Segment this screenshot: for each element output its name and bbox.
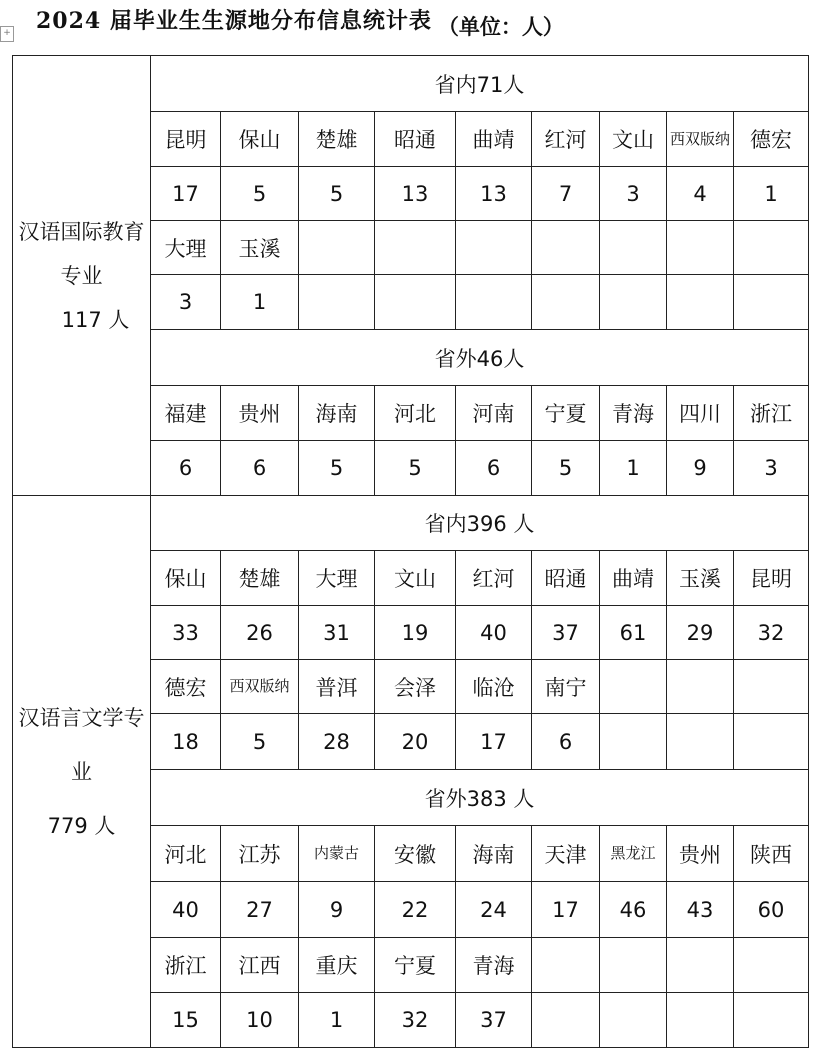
- empty-cell: [734, 993, 809, 1048]
- region-name: 江西: [221, 938, 299, 993]
- empty-cell: [734, 221, 809, 275]
- region-name: 保山: [221, 112, 299, 167]
- region-name: 曲靖: [600, 551, 667, 606]
- region-name: 普洱: [299, 660, 375, 714]
- region-count: 32: [734, 606, 809, 660]
- region-count: 6: [456, 441, 532, 496]
- region-name: 玉溪: [221, 221, 299, 275]
- empty-cell: [667, 221, 734, 275]
- unit-text: （单位：人）: [437, 14, 564, 39]
- region-count: 28: [299, 714, 375, 770]
- empty-cell: [667, 660, 734, 714]
- region-name: 大理: [299, 551, 375, 606]
- empty-cell: [667, 993, 734, 1048]
- region-count: 17: [151, 167, 221, 221]
- region-count: 13: [456, 167, 532, 221]
- region-count: 40: [456, 606, 532, 660]
- region-count: 7: [532, 167, 600, 221]
- region-name: 德宏: [734, 112, 809, 167]
- region-count: 10: [221, 993, 299, 1048]
- group-heading: 省外46人: [151, 330, 809, 386]
- empty-cell: [532, 275, 600, 330]
- empty-cell: [600, 660, 667, 714]
- region-name: 红河: [532, 112, 600, 167]
- region-count: 4: [667, 167, 734, 221]
- region-count: 5: [221, 714, 299, 770]
- major-total-2: 779 人: [47, 813, 116, 838]
- region-count: 1: [221, 275, 299, 330]
- region-count: 22: [375, 882, 456, 938]
- empty-cell: [532, 938, 600, 993]
- region-name: 海南: [456, 826, 532, 882]
- region-name: 保山: [151, 551, 221, 606]
- region-count: 3: [734, 441, 809, 496]
- empty-cell: [532, 993, 600, 1048]
- statistics-table: [12, 55, 809, 1048]
- empty-cell: [667, 275, 734, 330]
- region-name: 昭通: [375, 112, 456, 167]
- region-name: 青海: [600, 386, 667, 441]
- region-count: 43: [667, 882, 734, 938]
- empty-cell: [375, 221, 456, 275]
- region-name: 昭通: [532, 551, 600, 606]
- region-count: 61: [600, 606, 667, 660]
- empty-cell: [734, 275, 809, 330]
- region-count: 26: [221, 606, 299, 660]
- region-name: 文山: [600, 112, 667, 167]
- region-name: 河北: [151, 826, 221, 882]
- region-count: 37: [456, 993, 532, 1048]
- empty-cell: [600, 938, 667, 993]
- region-count: 37: [532, 606, 600, 660]
- region-count: 24: [456, 882, 532, 938]
- region-name: 河南: [456, 386, 532, 441]
- major-name-1: 汉语国际教育专业: [18, 219, 145, 288]
- group-heading: 省内396 人: [151, 496, 809, 551]
- region-name: 江苏: [221, 826, 299, 882]
- region-count: 3: [151, 275, 221, 330]
- table-move-handle-icon[interactable]: +: [0, 26, 14, 42]
- region-count: 5: [375, 441, 456, 496]
- empty-cell: [532, 221, 600, 275]
- empty-cell: [456, 275, 532, 330]
- region-name: 四川: [667, 386, 734, 441]
- region-count: 17: [532, 882, 600, 938]
- region-count: 60: [734, 882, 809, 938]
- region-count: 19: [375, 606, 456, 660]
- region-name: 会泽: [375, 660, 456, 714]
- region-count: 5: [299, 441, 375, 496]
- empty-cell: [734, 714, 809, 770]
- region-name: 黑龙江: [600, 826, 667, 882]
- table-title: [36, 2, 564, 40]
- region-name: 文山: [375, 551, 456, 606]
- region-name: 贵州: [667, 826, 734, 882]
- region-count: 18: [151, 714, 221, 770]
- empty-cell: [734, 938, 809, 993]
- region-count: 5: [299, 167, 375, 221]
- region-name: 安徽: [375, 826, 456, 882]
- title-text: 2024 届毕业生生源地分布信息统计表: [36, 8, 432, 34]
- region-name: 楚雄: [299, 112, 375, 167]
- empty-cell: [667, 938, 734, 993]
- empty-cell: [299, 275, 375, 330]
- region-count: 15: [151, 993, 221, 1048]
- region-name: 宁夏: [375, 938, 456, 993]
- region-count: 1: [734, 167, 809, 221]
- region-count: 29: [667, 606, 734, 660]
- region-count: 46: [600, 882, 667, 938]
- region-name: 宁夏: [532, 386, 600, 441]
- region-name: 红河: [456, 551, 532, 606]
- region-count: 1: [600, 441, 667, 496]
- region-name: 临沧: [456, 660, 532, 714]
- region-count: 33: [151, 606, 221, 660]
- region-name: 天津: [532, 826, 600, 882]
- empty-cell: [299, 221, 375, 275]
- major-cell-2: [13, 496, 151, 1048]
- region-count: 3: [600, 167, 667, 221]
- empty-cell: [600, 221, 667, 275]
- region-count: 40: [151, 882, 221, 938]
- region-name: 重庆: [299, 938, 375, 993]
- region-count: 6: [221, 441, 299, 496]
- region-count: 20: [375, 714, 456, 770]
- region-count: 5: [532, 441, 600, 496]
- region-name: 福建: [151, 386, 221, 441]
- group-heading: 省外383 人: [151, 770, 809, 826]
- region-name: 青海: [456, 938, 532, 993]
- region-name: 浙江: [734, 386, 809, 441]
- major-cell-1: [13, 56, 151, 496]
- empty-cell: [600, 714, 667, 770]
- region-name: 西双版纳: [667, 112, 734, 167]
- empty-cell: [600, 275, 667, 330]
- region-name: 曲靖: [456, 112, 532, 167]
- region-count: 6: [532, 714, 600, 770]
- region-count: 13: [375, 167, 456, 221]
- empty-cell: [734, 660, 809, 714]
- region-count: 1: [299, 993, 375, 1048]
- region-name: 大理: [151, 221, 221, 275]
- region-name: 昆明: [151, 112, 221, 167]
- major-name-2: 汉语言文学专业: [18, 705, 145, 784]
- region-name: 昆明: [734, 551, 809, 606]
- region-name: 内蒙古: [299, 826, 375, 882]
- region-count: 9: [299, 882, 375, 938]
- region-count: 17: [456, 714, 532, 770]
- region-name: 贵州: [221, 386, 299, 441]
- region-name: 西双版纳: [221, 660, 299, 714]
- region-count: 9: [667, 441, 734, 496]
- empty-cell: [667, 714, 734, 770]
- region-count: 32: [375, 993, 456, 1048]
- empty-cell: [600, 993, 667, 1048]
- major-total-1: 117 人: [61, 307, 130, 332]
- region-name: 德宏: [151, 660, 221, 714]
- region-count: 27: [221, 882, 299, 938]
- empty-cell: [375, 275, 456, 330]
- region-name: 南宁: [532, 660, 600, 714]
- region-name: 海南: [299, 386, 375, 441]
- region-name: 河北: [375, 386, 456, 441]
- group-heading: 省内71人: [151, 56, 809, 112]
- region-name: 浙江: [151, 938, 221, 993]
- region-count: 6: [151, 441, 221, 496]
- region-count: 31: [299, 606, 375, 660]
- region-name: 楚雄: [221, 551, 299, 606]
- region-name: 玉溪: [667, 551, 734, 606]
- empty-cell: [456, 221, 532, 275]
- region-count: 5: [221, 167, 299, 221]
- region-name: 陕西: [734, 826, 809, 882]
